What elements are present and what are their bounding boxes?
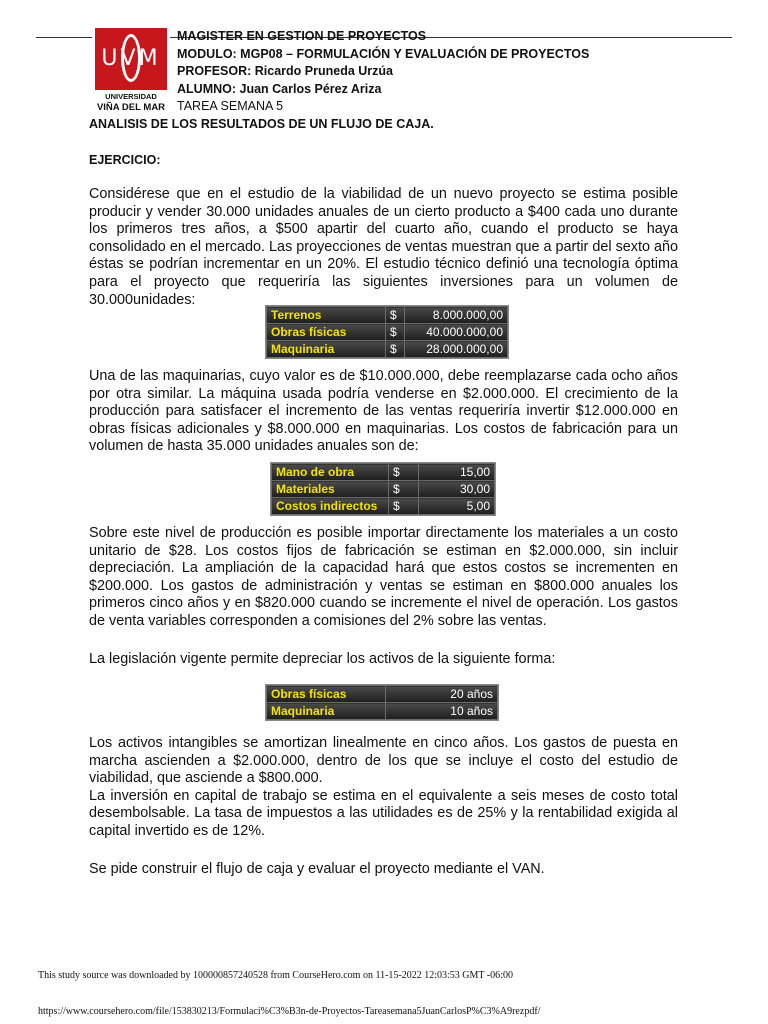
table-cell-label: Materiales bbox=[272, 481, 389, 498]
table-row bbox=[267, 341, 508, 358]
table-cell-value: 5,00 bbox=[419, 498, 495, 515]
table-row bbox=[267, 307, 508, 324]
table-cell-currency: $ bbox=[389, 498, 419, 515]
table-cell-currency: $ bbox=[389, 481, 419, 498]
table-cell-currency: $ bbox=[386, 341, 405, 358]
table-cell-value: 8.000.000,00 bbox=[404, 307, 507, 324]
table-cell-value: 28.000.000,00 bbox=[404, 341, 507, 358]
table-cell-currency: $ bbox=[386, 307, 405, 324]
header-task: TAREA SEMANA 5 bbox=[177, 99, 284, 113]
header-module: MODULO: MGP08 – FORMULACIÓN Y EVALUACIÓN DE PROYECTOS bbox=[177, 46, 590, 61]
exercise-heading: EJERCICIO: bbox=[89, 153, 161, 167]
paragraph-task: Se pide construir el flujo de caja y evaluar el proyecto mediante el VAN. bbox=[89, 861, 545, 877]
document-title: ANALISIS DE LOS RESULTADOS DE UN FLUJO DE CAJA. bbox=[89, 117, 434, 131]
source-url[interactable]: https://www.coursehero.com/file/153830213/Formulaci%C3%B3n-de-Proyectos-Tareasemana5JuanCarlosP%C3%A9rezpdf/ bbox=[38, 1006, 541, 1017]
investments-table bbox=[266, 306, 508, 358]
table-cell-value: 15,00 bbox=[419, 464, 495, 481]
header-rule-left bbox=[36, 37, 92, 38]
table-cell-label: Maquinaria bbox=[267, 703, 386, 720]
paragraph-intangibles-text: Los activos intangibles se amortizan linealmente en cinco años. Los gastos de puesta en marcha ascienden a $2.000.000, dentro de los que se incluye el costo del estudio de viabilidad, que asciende a $800.000. bbox=[89, 735, 678, 787]
depreciation-table bbox=[266, 685, 498, 720]
table-cell-label: Costos indirectos bbox=[272, 498, 389, 515]
table-cell-currency: $ bbox=[386, 324, 405, 341]
table-row bbox=[272, 498, 495, 515]
costs-table bbox=[271, 463, 495, 515]
logo-city: VIÑA DEL MAR bbox=[96, 102, 166, 113]
table-row bbox=[272, 481, 495, 498]
download-notice: This study source was downloaded by 100000857240528 from CourseHero.com on 11-15-2022 12:03:53 GMT -06:00 bbox=[38, 970, 513, 981]
logo-university: UNIVERSIDAD bbox=[105, 92, 157, 101]
table-cell-label: Obras físicas bbox=[267, 686, 386, 703]
uvm-logo bbox=[93, 28, 169, 112]
table-cell-label: Obras físicas bbox=[267, 324, 386, 341]
table-cell-label: Mano de obra bbox=[272, 464, 389, 481]
paragraph-machinery: Una de las maquinarias, cuyo valor es de $10.000.000, debe reemplazarse cada ocho años por otra similar. La máquina usada podría venderse en $2.000.000. El crecimiento de la producción para satisfacer el incremento de las ventas requeriría invertir $12.000.000 en obras físicas adicionales y $8.000.000 en maquinarias. Los costos de fabricación para un volumen de hasta 35.000 unidades anuales son de: bbox=[89, 368, 678, 455]
table-cell-value: 40.000.000,00 bbox=[404, 324, 507, 341]
logo-letters: UVM bbox=[101, 46, 161, 71]
header-student: ALUMNO: Juan Carlos Pérez Ariza bbox=[177, 81, 382, 96]
table-row bbox=[272, 464, 495, 481]
table-cell-value: 30,00 bbox=[419, 481, 495, 498]
table-cell-value: 20 años bbox=[386, 686, 498, 703]
table-row bbox=[267, 703, 498, 720]
paragraph-legislation: La legislación vigente permite depreciar los activos de la siguiente forma: bbox=[89, 651, 556, 667]
table-cell-label: Terrenos bbox=[267, 307, 386, 324]
table-cell-currency: $ bbox=[389, 464, 419, 481]
paragraph-intro: Considérese que en el estudio de la viabilidad de un nuevo proyecto se estima posible producir y vender 30.000 unidades anuales de un cierto producto a $400 cada uno durante los primeros tres años, a $500 apartir del cuarto año, cuando el producto se haya consolidado en el mercado. Las proyecciones de ventas muestran que a partir del sexto año éstas se podrían incrementar en un 20%. El estudio técnico definió una tecnología óptima para el proyecto que requeriría las siguientes inversiones para un volumen de 30.000unidades: bbox=[89, 186, 678, 308]
document-header bbox=[177, 28, 589, 116]
paragraph-intangibles bbox=[89, 735, 678, 841]
table-cell-value: 10 años bbox=[386, 703, 498, 720]
paragraph-production: Sobre este nivel de producción es posible importar directamente los materiales a un costo unitario de $28. Los costos fijos de fabricación se estiman en $2.000.000, sin incluir depreciación. La ampliación de la capacidad hará que estos costos se incrementen en $200.000. Los gastos de administración y ventas se estiman en $800.000 anuales los primeros cinco años y en $820.000 cuando se incremente el nivel de operación. Los gastos de venta variables corresponden a comisiones del 2% sobre las ventas. bbox=[89, 525, 678, 629]
table-cell-label: Maquinaria bbox=[267, 341, 386, 358]
table-row bbox=[267, 324, 508, 341]
header-professor: PROFESOR: Ricardo Pruneda Urzúa bbox=[177, 64, 394, 78]
table-row bbox=[267, 686, 498, 703]
paragraph-working-capital-text: La inversión en capital de trabajo se estima en el equivalente a seis meses de costo total desembolsable. La tasa de impuestos a las utilidades es de 25% y la rentabilidad exigida al capital invertido es de 12%. bbox=[89, 787, 678, 839]
header-program: MAGISTER EN GESTION DE PROYECTOS bbox=[177, 29, 427, 43]
